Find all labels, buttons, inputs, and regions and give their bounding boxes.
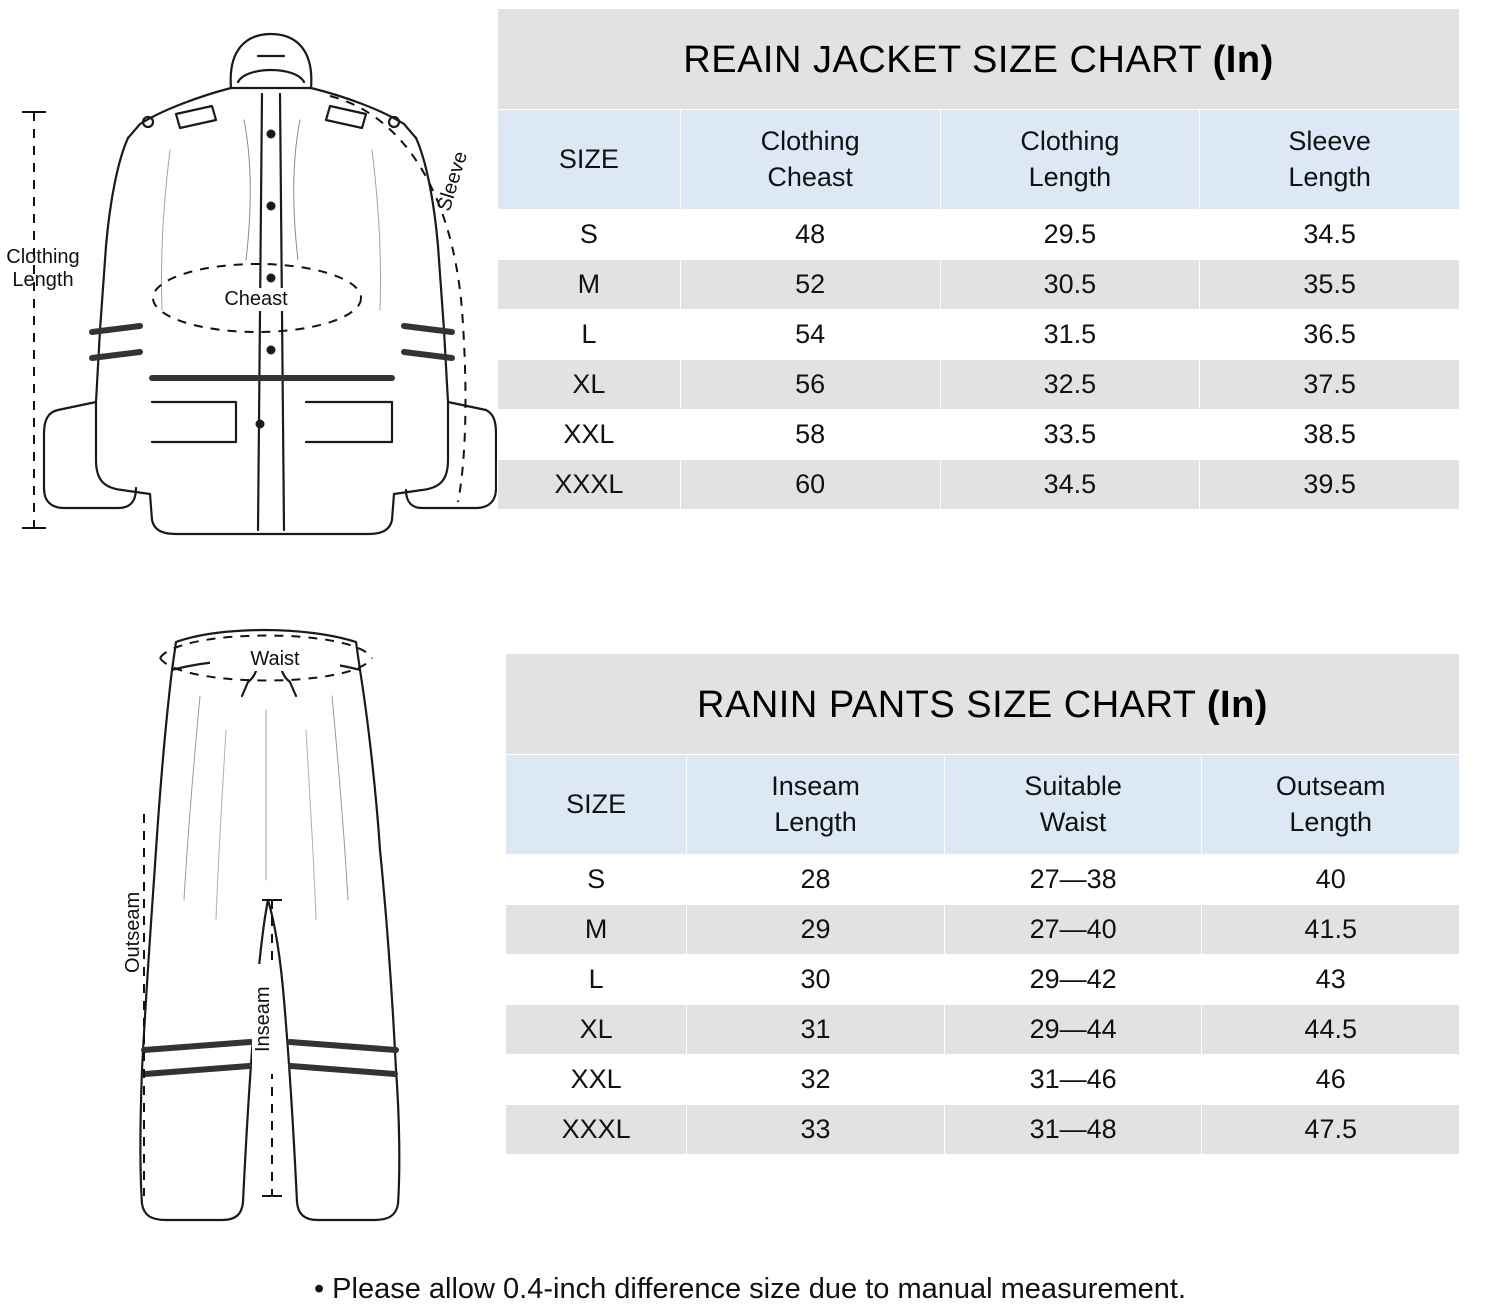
cell-size: XL bbox=[498, 360, 681, 410]
cell-sleeve: 39.5 bbox=[1200, 460, 1460, 510]
cell-chest: 48 bbox=[680, 210, 940, 260]
cell-length: 34.5 bbox=[940, 460, 1200, 510]
table-row bbox=[506, 955, 1460, 1005]
table-row bbox=[506, 905, 1460, 955]
cell-size: XXL bbox=[506, 1055, 687, 1105]
cell-size: L bbox=[506, 955, 687, 1005]
label-waist: Waist bbox=[210, 648, 340, 671]
cell-waist: 27—40 bbox=[944, 905, 1202, 955]
jacket-header-row bbox=[498, 110, 1460, 210]
cell-length: 32.5 bbox=[940, 360, 1200, 410]
cell-sleeve: 35.5 bbox=[1200, 260, 1460, 310]
cell-size: M bbox=[506, 905, 687, 955]
cell-waist: 31—46 bbox=[944, 1055, 1202, 1105]
label-outseam: Outseam bbox=[122, 891, 144, 973]
pants-col-size: SIZE bbox=[506, 755, 687, 855]
rain-pants-diagram bbox=[60, 600, 500, 1240]
cell-size: XL bbox=[506, 1005, 687, 1055]
cell-inseam: 31 bbox=[687, 1005, 945, 1055]
label-clothing-length: Clothing Length bbox=[6, 246, 80, 291]
cell-length: 33.5 bbox=[940, 410, 1200, 460]
cell-inseam: 28 bbox=[687, 855, 945, 905]
cell-length: 31.5 bbox=[940, 310, 1200, 360]
label-sleeve: Sleeve bbox=[433, 148, 472, 214]
table-row bbox=[506, 1005, 1460, 1055]
cell-inseam: 32 bbox=[687, 1055, 945, 1105]
pants-chart-title-row bbox=[506, 654, 1460, 755]
pants-header-row bbox=[506, 755, 1460, 855]
cell-outseam: 47.5 bbox=[1202, 1105, 1460, 1155]
cell-sleeve: 38.5 bbox=[1200, 410, 1460, 460]
rain-jacket-size-chart bbox=[497, 8, 1460, 510]
cell-sleeve: 34.5 bbox=[1200, 210, 1460, 260]
cell-length: 30.5 bbox=[940, 260, 1200, 310]
table-row bbox=[506, 855, 1460, 905]
rain-pants-size-chart bbox=[505, 653, 1460, 1155]
table-row bbox=[498, 310, 1460, 360]
cell-size: S bbox=[506, 855, 687, 905]
cell-waist: 27—38 bbox=[944, 855, 1202, 905]
cell-sleeve: 37.5 bbox=[1200, 360, 1460, 410]
cell-chest: 60 bbox=[680, 460, 940, 510]
table-row bbox=[498, 410, 1460, 460]
table-row bbox=[498, 260, 1460, 310]
table-row bbox=[498, 210, 1460, 260]
jacket-chart-title: REAIN JACKET SIZE CHART (In) bbox=[498, 9, 1460, 110]
cell-waist: 29—44 bbox=[944, 1005, 1202, 1055]
pants-size-table bbox=[505, 653, 1460, 1155]
jacket-size-table bbox=[497, 8, 1460, 510]
label-cheast: Cheast bbox=[196, 288, 316, 311]
table-row bbox=[506, 1105, 1460, 1155]
jacket-col-chest: Clothing Cheast bbox=[680, 110, 940, 210]
cell-size: S bbox=[498, 210, 681, 260]
cell-size: XXXL bbox=[506, 1105, 687, 1155]
pants-col-waist: Suitable Waist bbox=[944, 755, 1202, 855]
rain-jacket-diagram bbox=[0, 10, 497, 570]
cell-length: 29.5 bbox=[940, 210, 1200, 260]
cell-waist: 29—42 bbox=[944, 955, 1202, 1005]
pants-col-outseam: Outseam Length bbox=[1202, 755, 1460, 855]
cell-sleeve: 36.5 bbox=[1200, 310, 1460, 360]
cell-size: XXL bbox=[498, 410, 681, 460]
label-inseam: Inseam bbox=[252, 964, 275, 1074]
table-row bbox=[498, 360, 1460, 410]
pants-chart-title: RANIN PANTS SIZE CHART (In) bbox=[506, 654, 1460, 755]
measurement-footnote: • Please allow 0.4-inch difference size due to manual measurement. bbox=[313, 1273, 1187, 1305]
jacket-chart-title-row bbox=[498, 9, 1460, 110]
cell-outseam: 41.5 bbox=[1202, 905, 1460, 955]
cell-inseam: 33 bbox=[687, 1105, 945, 1155]
cell-inseam: 29 bbox=[687, 905, 945, 955]
pants-col-inseam: Inseam Length bbox=[687, 755, 945, 855]
cell-outseam: 46 bbox=[1202, 1055, 1460, 1105]
table-row bbox=[506, 1055, 1460, 1105]
cell-chest: 58 bbox=[680, 410, 940, 460]
cell-outseam: 43 bbox=[1202, 955, 1460, 1005]
jacket-col-length: Clothing Length bbox=[940, 110, 1200, 210]
table-row bbox=[498, 460, 1460, 510]
cell-size: XXXL bbox=[498, 460, 681, 510]
cell-outseam: 40 bbox=[1202, 855, 1460, 905]
cell-chest: 54 bbox=[680, 310, 940, 360]
cell-size: L bbox=[498, 310, 681, 360]
cell-waist: 31—48 bbox=[944, 1105, 1202, 1155]
cell-size: M bbox=[498, 260, 681, 310]
cell-chest: 52 bbox=[680, 260, 940, 310]
jacket-col-size: SIZE bbox=[498, 110, 681, 210]
cell-chest: 56 bbox=[680, 360, 940, 410]
cell-inseam: 30 bbox=[687, 955, 945, 1005]
cell-outseam: 44.5 bbox=[1202, 1005, 1460, 1055]
jacket-col-sleeve: Sleeve Length bbox=[1200, 110, 1460, 210]
